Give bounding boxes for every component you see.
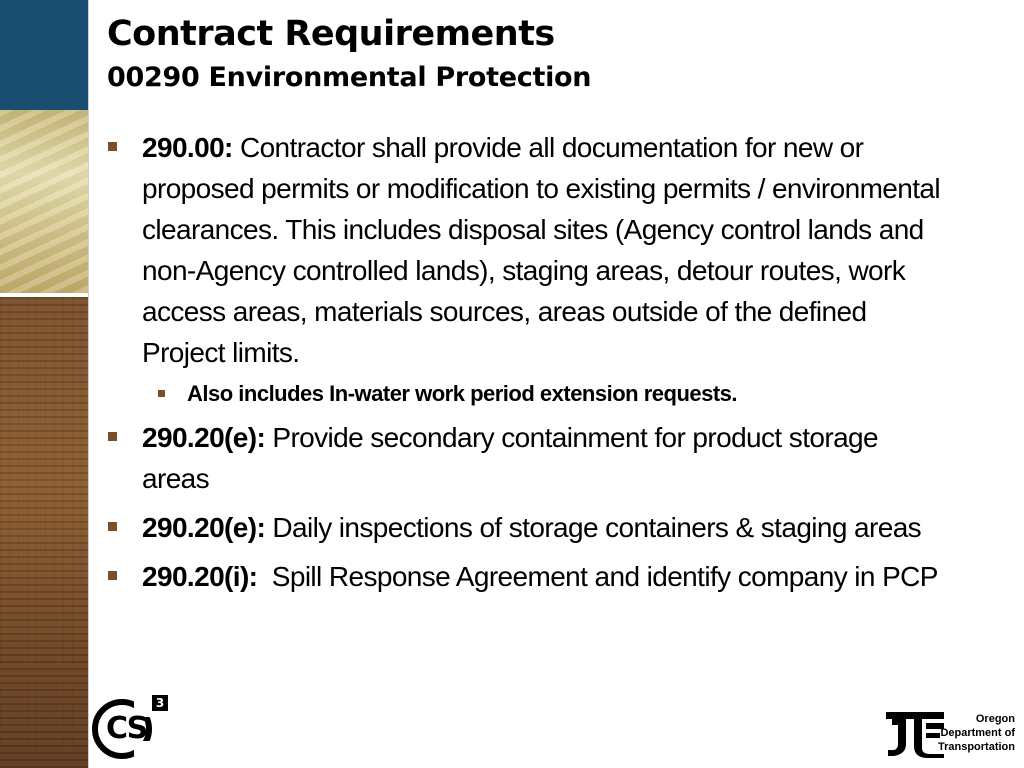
- bullet-item: [105, 556, 945, 597]
- bullet-text: Daily inspections of storage containers & staging areas: [265, 512, 922, 543]
- odot-logo: [886, 708, 1018, 764]
- odot-line-2: Department of: [940, 727, 1015, 739]
- square-bullet-icon: [108, 522, 117, 531]
- slide-subtitle: 00290 Environmental Protection: [107, 62, 592, 93]
- sidebar-blue-block: [0, 0, 89, 110]
- bullet-text: Spill Response Agreement and identify company in PCP: [257, 561, 938, 592]
- sub-bullet-item: [105, 379, 945, 409]
- bullet-ref: 290.20(e):: [142, 512, 266, 543]
- odot-line-3: Transportation: [937, 741, 1015, 753]
- sub-bullet-text: Also includes In-water work period extension requests.: [187, 381, 738, 406]
- bullet-ref: 290.00:: [142, 132, 233, 163]
- cs3-logo: [92, 695, 172, 765]
- bullet-list: [105, 127, 945, 597]
- square-bullet-icon: [108, 142, 117, 151]
- sidebar-gold-block: [0, 110, 89, 293]
- odot-line-1: Oregon: [975, 713, 1015, 725]
- bullet-text: Provide secondary containment for product storage areas: [142, 422, 878, 494]
- odot-logo-text: [930, 712, 1015, 754]
- bullet-item: [105, 507, 945, 548]
- bullet-item: [105, 417, 945, 499]
- bullet-ref: 290.20(i):: [142, 561, 258, 592]
- slide-title: Contract Requirements: [107, 14, 555, 54]
- square-bullet-icon: [108, 571, 117, 580]
- square-bullet-icon: [158, 390, 165, 397]
- cs3-logo-superscript: 3: [152, 695, 168, 711]
- bullet-item: [105, 127, 945, 373]
- cs3-logo-text: CS: [106, 711, 147, 746]
- bullet-ref: 290.20(e):: [142, 422, 266, 453]
- bullet-text: Contractor shall provide all documentation for new or proposed permits or modification to existing permits / environmental clearances. This includes disposal sites (Agency control lands and non-Agency controlled lands), staging areas, detour routes, work access areas, materials sources, areas outside of the defined Project limits.: [142, 132, 941, 368]
- sidebar-wood-block: [0, 297, 89, 768]
- square-bullet-icon: [108, 432, 117, 441]
- sidebar-edge: [88, 0, 89, 768]
- decorative-sidebar: [0, 0, 89, 768]
